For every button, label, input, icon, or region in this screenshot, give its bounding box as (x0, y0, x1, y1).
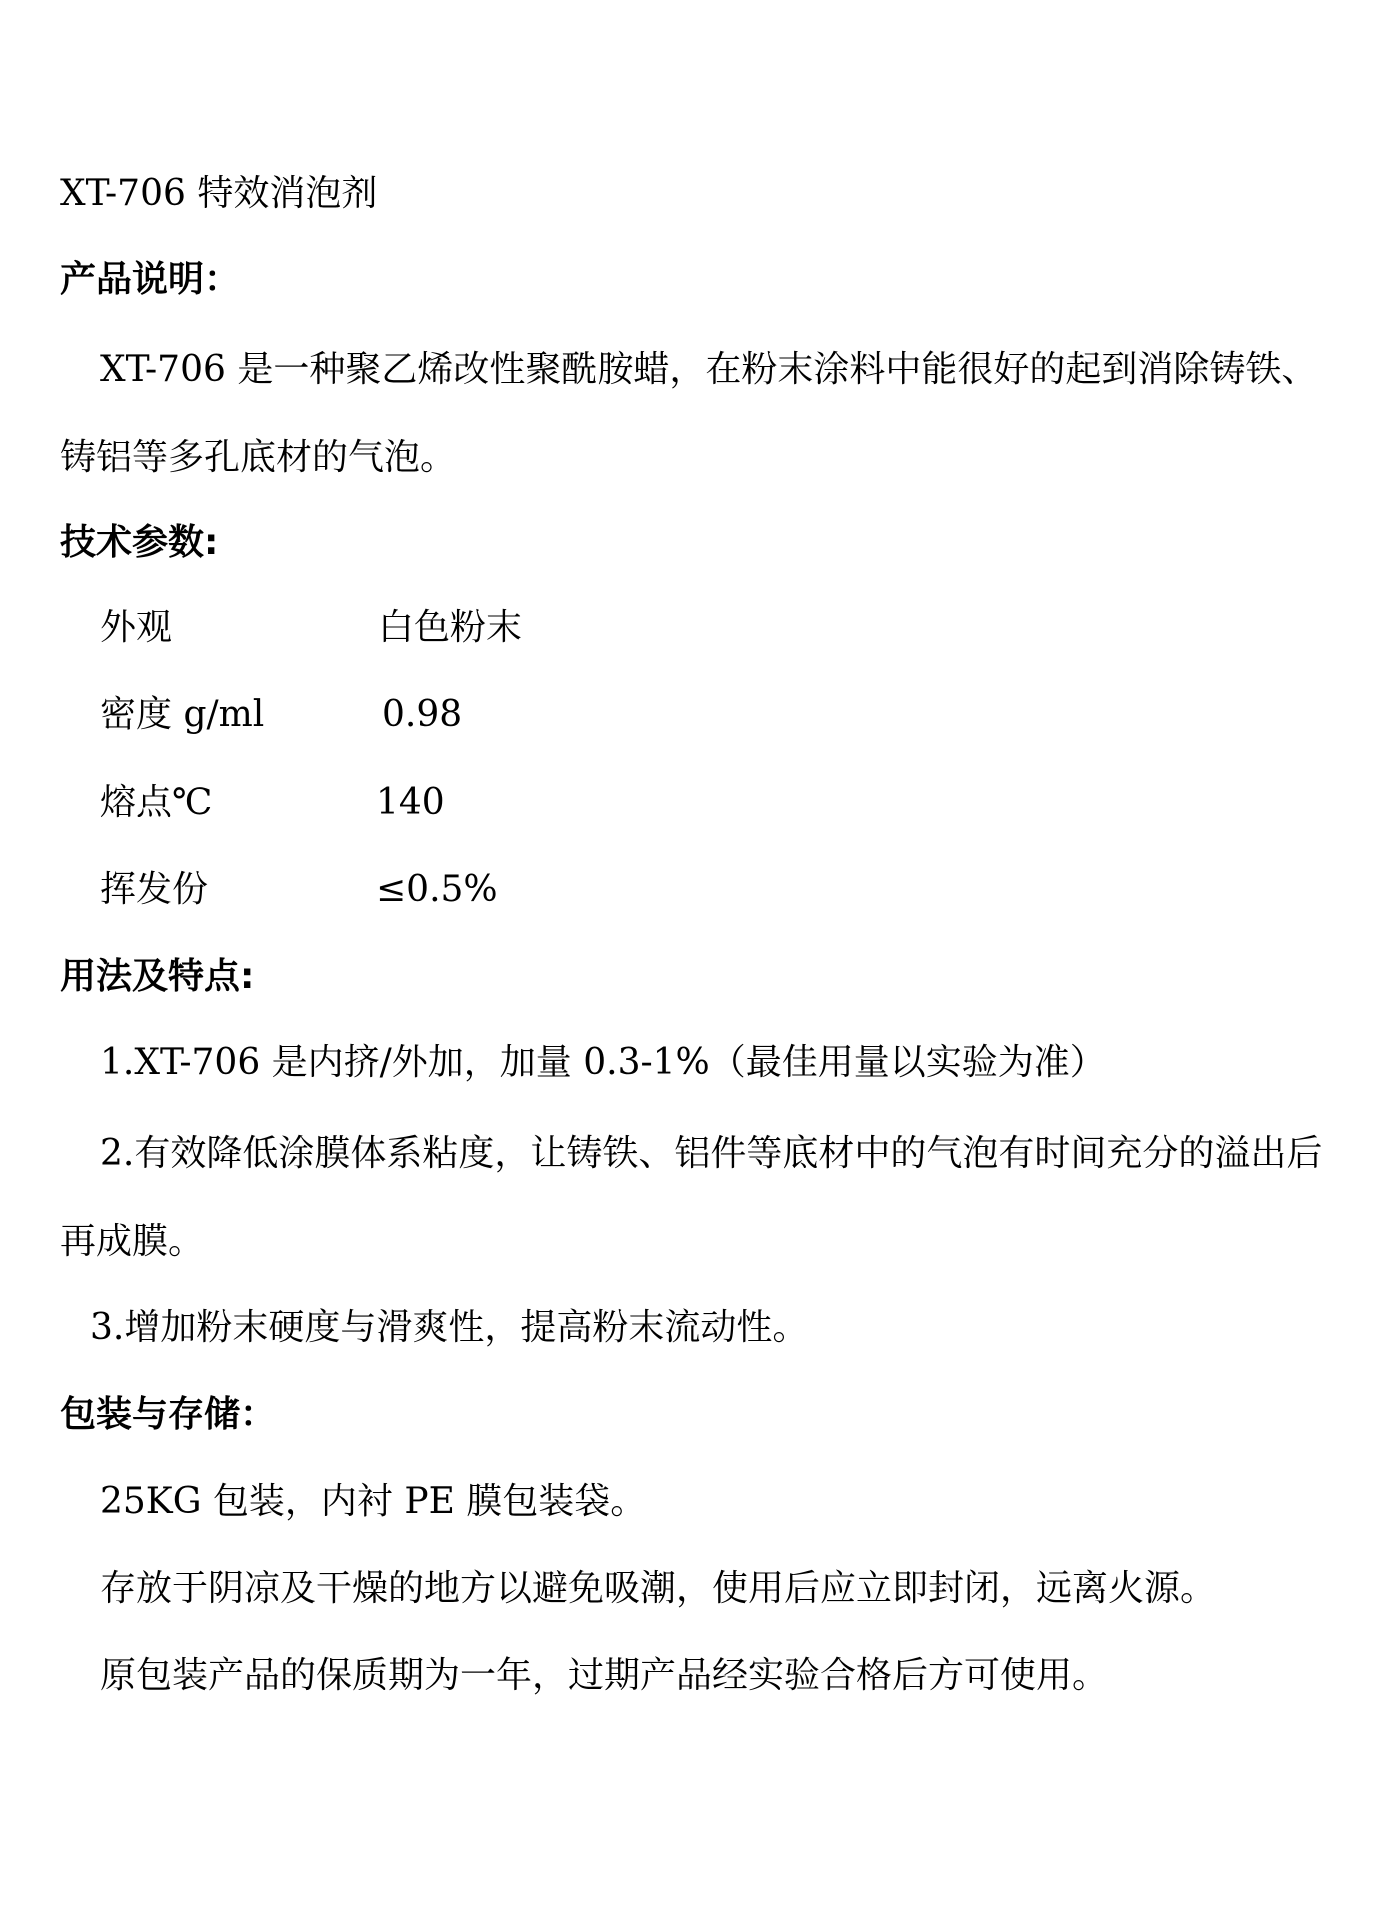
description-paragraph: XT-706 是一种聚乙烯改性聚酰胺蜡，在粉末涂料中能很好的起到消除铸铁、铸铝等多孔底材的气泡。 (60, 349, 1318, 478)
spec-value-appearance: 白色粉末 (378, 607, 523, 648)
usage-item-1: 1.XT-706 是内挤/外加，加量 0.3-1%（最佳用量以实验为准） (100, 1042, 1106, 1083)
section-heading-usage: 用法及特点: (60, 956, 255, 997)
usage-item-3: 3.增加粉末硬度与滑爽性，提高粉末流动性。 (90, 1307, 809, 1348)
document-title: XT-706 特效消泡剂 (60, 173, 378, 214)
usage-item-2: 2.有效降低涂膜体系粘度，让铸铁、铝件等底材中的气泡有时间充分的溢出后再成膜。 (60, 1133, 1323, 1262)
spec-label-density: 密度 g/ml (100, 694, 265, 735)
packaging-line-3: 原包装产品的保质期为一年，过期产品经实验合格后方可使用。 (100, 1655, 1109, 1696)
spec-value-melting-point: 140 (376, 782, 445, 823)
packaging-line-1: 25KG 包装，内衬 PE 膜包装袋。 (100, 1481, 647, 1522)
section-heading-specs: 技术参数: (60, 522, 219, 563)
spec-value-density: 0.98 (382, 694, 463, 735)
section-heading-description: 产品说明： (60, 259, 241, 300)
section-heading-packaging: 包装与存储： (60, 1394, 277, 1435)
spec-label-appearance: 外观 (100, 607, 173, 648)
packaging-line-2: 存放于阴凉及干燥的地方以避免吸潮，使用后应立即封闭，远离火源。 (100, 1568, 1217, 1609)
spec-label-volatile: 挥发份 (100, 869, 209, 910)
spec-label-melting-point: 熔点℃ (100, 782, 213, 823)
spec-value-volatile: ≤0.5% (376, 869, 498, 910)
